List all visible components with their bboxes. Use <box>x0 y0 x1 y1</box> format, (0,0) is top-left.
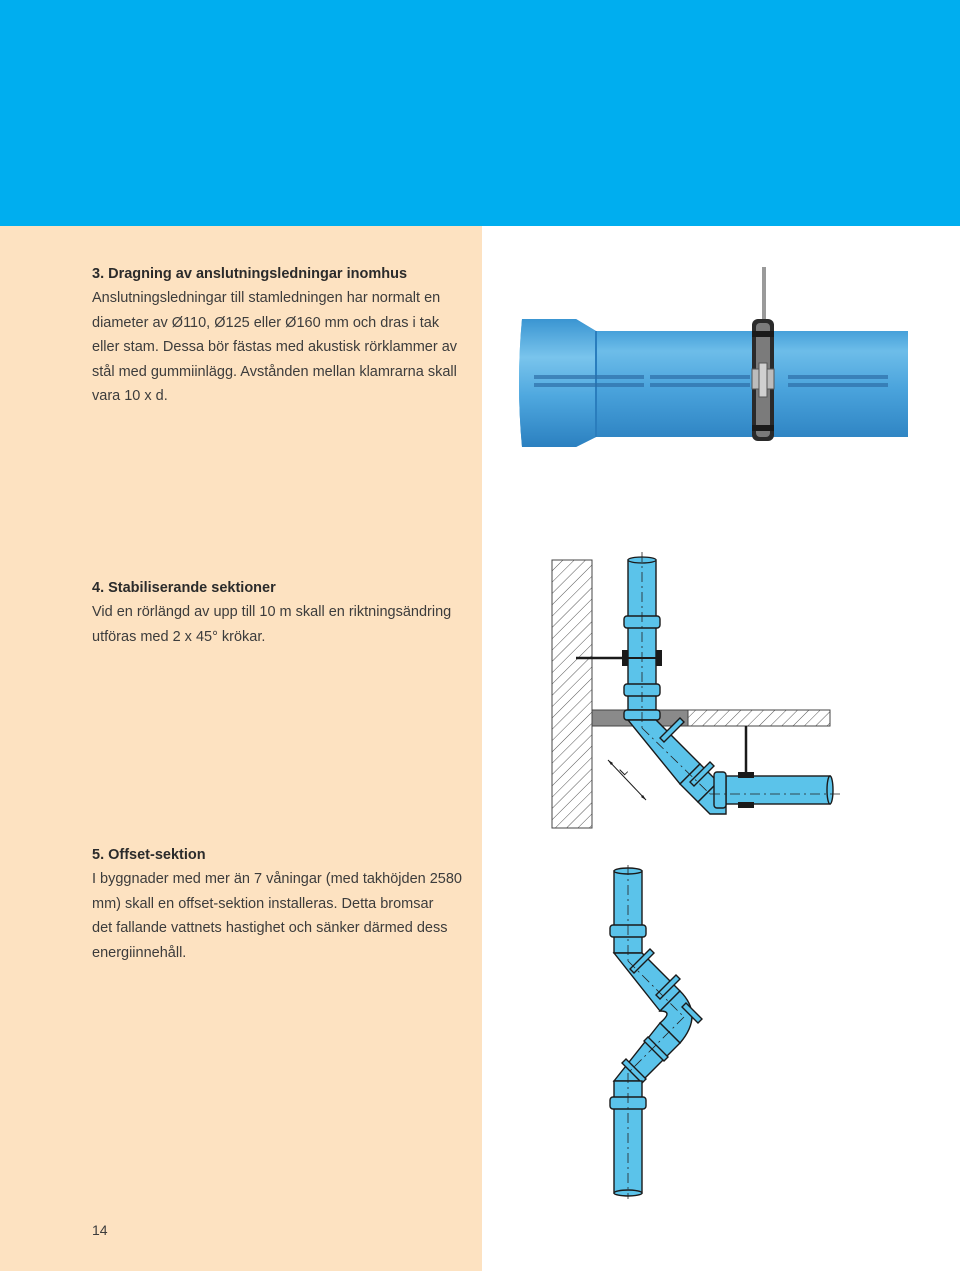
section-4-line: Vid en rörlängd av upp till 10 m skall en riktningsändring <box>92 604 452 620</box>
threaded-rod <box>762 267 766 319</box>
section-5-line: energiinnehåll. <box>92 944 187 961</box>
length-label: L <box>617 765 631 779</box>
section-3 <box>92 262 472 409</box>
section-3-line: vara 10 x d. <box>92 388 168 405</box>
section-3-line: diameter av Ø110, Ø125 eller Ø160 mm och dras i tak <box>92 314 440 331</box>
section-5-line: I byggnader med mer än 7 våningar (med takhöjden 2580 <box>92 871 462 887</box>
wall <box>552 560 592 828</box>
length-dimension <box>608 760 646 800</box>
stabilising-section-diagram <box>550 550 850 835</box>
section-4 <box>92 576 472 649</box>
section-3-line: stål med gummiinlägg. Avstånden mellan klamrarna skall <box>92 363 457 380</box>
pipe-with-clamp-illustration <box>516 265 916 455</box>
pipe-clamp <box>752 319 774 441</box>
page-number: 14 <box>92 1222 108 1238</box>
section-5-line: det fallande vattnets hastighet och sänker därmed dess <box>92 920 448 937</box>
section-3-heading: 3. Dragning av anslutningsledningar inomhus <box>92 266 408 282</box>
offset-section-diagram <box>600 865 720 1200</box>
header-band <box>0 0 960 226</box>
horizontal-pipe <box>714 772 833 808</box>
section-3-line: eller stam. Dessa bör fästas med akustisk rörklammer av <box>92 339 458 356</box>
section-4-heading: 4. Stabiliserande sektioner <box>92 580 276 596</box>
offset-pipe <box>610 868 702 1196</box>
section-5-heading: 5. Offset-sektion <box>92 847 206 863</box>
section-3-line: Anslutningsledningar till stamledningen har normalt en <box>92 290 441 306</box>
section-5-line: mm) skall en offset-sektion installeras. Detta bromsar <box>92 895 434 912</box>
section-4-line: utföras med 2 x 45° krökar. <box>92 628 266 645</box>
bend-section <box>628 718 726 814</box>
section-5 <box>92 843 472 965</box>
